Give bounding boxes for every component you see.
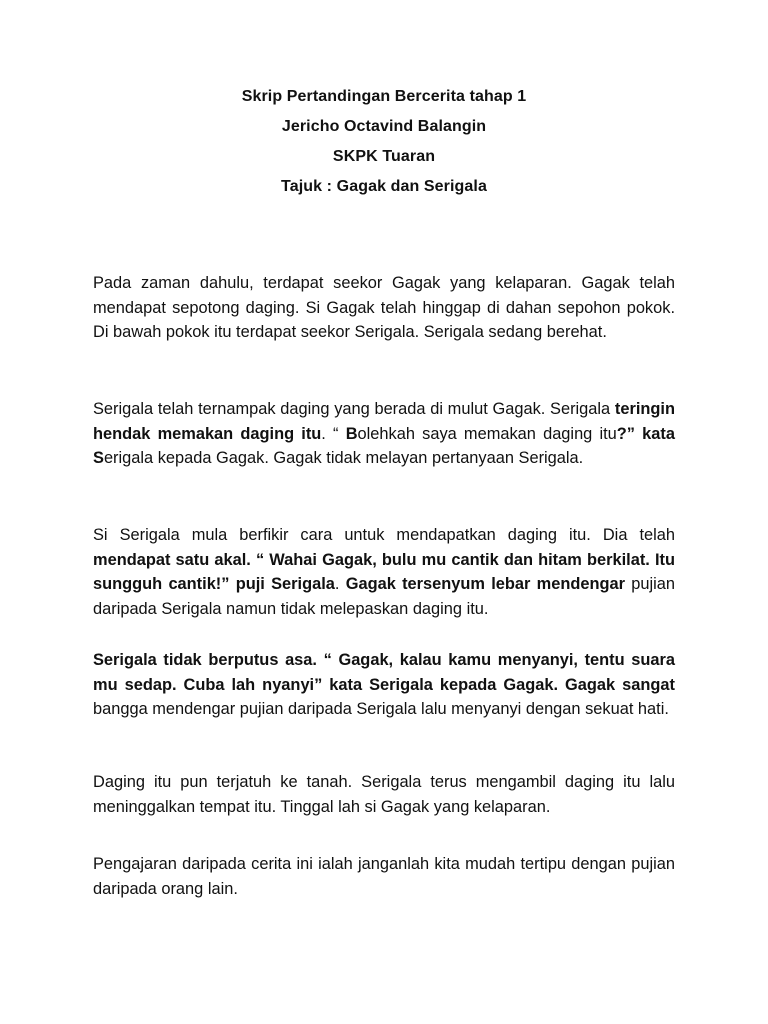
paragraph-4 — [93, 648, 675, 722]
paragraph-2-segment-5: olehkah saya memakan daging itu — [357, 424, 617, 443]
header-school: SKPK Tuaran — [332, 148, 436, 165]
paragraph-1 — [93, 271, 675, 345]
paragraph-4-segment-1: Serigala tidak berputus asa. “ Gagak, kalau kamu menyanyi, tentu suara mu sedap. Cuba lah nyanyi” kata Serigala kepada Gagak. Gagak sangat — [93, 651, 675, 694]
document-header — [0, 82, 768, 202]
paragraph-3-segment-2: mendapat satu akal. “ Wahai Gagak, bulu mu cantik dan hitam berkilat. Itu sungguh cantik!” puji Serigala — [93, 550, 675, 593]
header-title: Skrip Pertandingan Bercerita tahap 1 — [241, 88, 527, 105]
paragraph-2 — [93, 397, 675, 471]
paragraph-2-segment-7: erigala kepada Gagak. Gagak tidak melayan pertanyaan Serigala. — [103, 449, 584, 467]
header-author: Jericho Octavind Balangin — [281, 118, 487, 135]
paragraph-3-segment-5: pujian daripada Serigala namun tidak melepaskan daging itu. — [93, 575, 675, 618]
paragraph-6 — [93, 852, 675, 901]
paragraph-3-segment-4: Gagak tersenyum lebar mendengar — [345, 575, 625, 593]
paragraph-2-segment-6: ?” kata S — [93, 424, 675, 467]
paragraph-2-segment-1: Serigala telah ternampak daging yang berada di mulut Gagak. Serigala — [93, 400, 615, 418]
paragraph-2-segment-4: B — [345, 424, 358, 443]
paragraph-5 — [93, 770, 675, 819]
paragraph-1-text: Pada zaman dahulu, terdapat seekor Gagak yang kelaparan. Gagak telah mendapat sepotong daging. Si Gagak telah hinggap di dahan sepohon pokok. Di bawah pokok itu terdapat seekor Serigala. Serigala sedang berehat. — [93, 274, 675, 341]
paragraph-4-segment-2: bangga mendengar pujian daripada Serigala lalu menyanyi dengan sekuat hati. — [93, 700, 669, 718]
paragraph-3 — [93, 523, 675, 621]
paragraph-2-segment-3: . “ — [321, 424, 346, 443]
paragraph-2-segment-2: teringin hendak memakan daging itu — [93, 400, 675, 443]
paragraph-6-text: Pengajaran daripada cerita ini ialah janganlah kita mudah tertipu dengan pujian daripada orang lain. — [93, 855, 675, 898]
header-story-title: Tajuk : Gagak dan Serigala — [281, 178, 487, 195]
paragraph-3-segment-1: Si Serigala mula berfikir cara untuk mendapatkan daging itu. Dia telah — [93, 526, 675, 544]
paragraph-5-text: Daging itu pun terjatuh ke tanah. Serigala terus mengambil daging itu lalu meninggalkan tempat itu. Tinggal lah si Gagak yang kelaparan. — [93, 773, 675, 816]
paragraph-3-segment-3: . — [334, 575, 346, 593]
